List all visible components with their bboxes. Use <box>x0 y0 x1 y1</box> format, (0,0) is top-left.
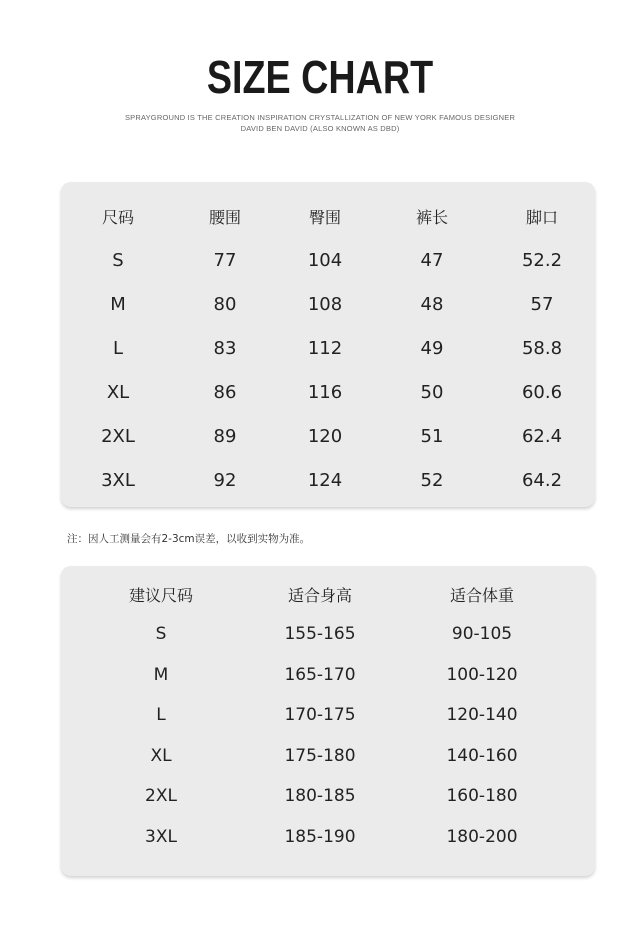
table-cell: 120 <box>307 425 343 447</box>
table-cell: 160-180 <box>446 786 518 807</box>
table-cell: 77 <box>213 249 237 271</box>
table-cell: 104 <box>307 249 343 271</box>
recommendation-table <box>61 574 595 857</box>
table-cell: 62.4 <box>521 425 563 447</box>
table-cell: M <box>153 664 169 685</box>
table-cell: 175-180 <box>284 745 356 766</box>
table-cell: 50 <box>420 381 444 403</box>
table-cell: L <box>156 705 166 726</box>
table-cell: XL <box>150 745 172 766</box>
table-row <box>61 817 595 858</box>
column-header: 腰围 <box>208 207 241 227</box>
table-cell: 57 <box>530 293 554 315</box>
table-cell: 89 <box>213 425 237 447</box>
measurement-table <box>61 194 595 502</box>
table-cell: 86 <box>213 381 237 403</box>
table-cell: 112 <box>307 337 343 359</box>
table-cell: XL <box>106 381 130 403</box>
table-cell: L <box>112 337 124 359</box>
table-cell: 51 <box>420 425 444 447</box>
table-cell: 48 <box>420 293 444 315</box>
subtitle-line-1: SPRAYGROUND IS THE CREATION INSPIRATION CRYSTALLIZATION OF NEW YORK FAMOUS DESIGNER <box>124 113 516 122</box>
table-header-row <box>61 194 595 238</box>
table-row <box>61 736 595 777</box>
measurement-note: 注：因人工测量会有2-3cm误差，以收到实物为准。 <box>67 533 311 545</box>
table-cell: 170-175 <box>284 705 356 726</box>
table-header-row <box>61 574 595 614</box>
table-cell: 155-165 <box>284 624 356 645</box>
column-header: 建议尺码 <box>128 585 193 605</box>
page-title: SIZE CHART <box>206 51 434 103</box>
table-cell: 116 <box>307 381 343 403</box>
column-header: 脚口 <box>525 207 558 227</box>
table-row <box>61 326 595 370</box>
table-row <box>61 282 595 326</box>
table-row <box>61 458 595 502</box>
table-row <box>61 695 595 736</box>
column-header: 裤长 <box>415 207 448 227</box>
table-cell: 180-185 <box>284 786 356 807</box>
table-cell: 52 <box>420 469 444 491</box>
table-cell: 64.2 <box>521 469 563 491</box>
table-cell: 108 <box>307 293 343 315</box>
measurement-table-card <box>61 182 595 507</box>
table-cell: 47 <box>420 249 444 271</box>
table-row <box>61 414 595 458</box>
table-cell: 58.8 <box>521 337 563 359</box>
table-cell: 52.2 <box>521 249 563 271</box>
table-row <box>61 238 595 282</box>
table-cell: 60.6 <box>521 381 563 403</box>
table-cell: 2XL <box>145 786 177 807</box>
table-cell: 92 <box>213 469 237 491</box>
table-cell: 120-140 <box>446 705 518 726</box>
column-header: 适合体重 <box>449 585 514 605</box>
table-cell: S <box>112 249 124 271</box>
table-cell: 180-200 <box>446 826 518 847</box>
table-cell: 165-170 <box>284 664 356 685</box>
table-cell: 3XL <box>145 826 177 847</box>
table-cell: 2XL <box>101 425 135 447</box>
column-header: 臀围 <box>308 207 341 227</box>
column-header: 尺码 <box>101 207 134 227</box>
subtitle-line-2: DAVID BEN DAVID (ALSO KNOWN AS DBD) <box>240 124 400 133</box>
table-cell: 80 <box>213 293 237 315</box>
column-header: 适合身高 <box>287 585 352 605</box>
table-cell: M <box>110 293 126 315</box>
table-cell: 90-105 <box>451 624 513 645</box>
table-row <box>61 655 595 696</box>
recommendation-table-card <box>61 566 595 876</box>
table-cell: 124 <box>307 469 343 491</box>
table-cell: 49 <box>420 337 444 359</box>
table-cell: 3XL <box>101 469 135 491</box>
table-cell: S <box>155 624 167 645</box>
table-row <box>61 776 595 817</box>
table-cell: 100-120 <box>446 664 518 685</box>
table-row <box>61 370 595 414</box>
table-row <box>61 614 595 655</box>
table-cell: 140-160 <box>446 745 518 766</box>
table-cell: 185-190 <box>284 826 356 847</box>
table-cell: 83 <box>213 337 237 359</box>
